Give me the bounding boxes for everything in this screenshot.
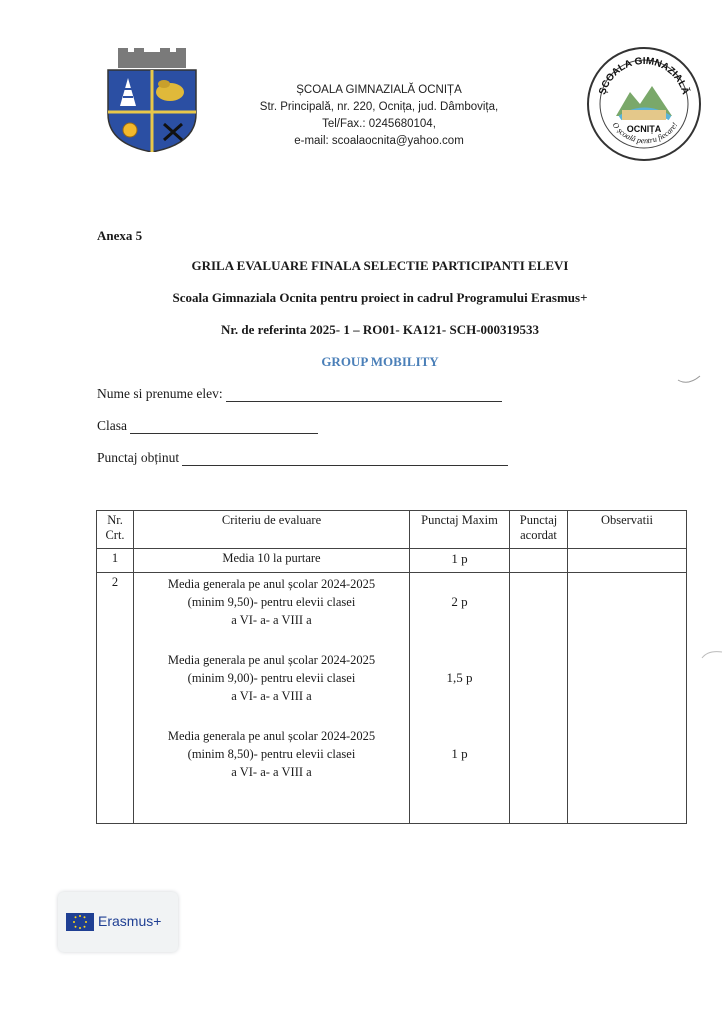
row1-max: 1 p xyxy=(410,549,510,573)
eu-flag-icon xyxy=(66,913,94,931)
score-field xyxy=(97,450,508,466)
student-name-blank[interactable] xyxy=(226,387,502,402)
row2-given[interactable] xyxy=(510,573,568,824)
mobility-heading: GROUP MOBILITY xyxy=(321,354,439,369)
margin-scribble xyxy=(676,372,702,386)
doc-title: GRILA EVALUARE FINALA SELECTIE PARTICIPANTI ELEVI xyxy=(191,258,569,273)
row2-nr: 2 xyxy=(97,573,134,824)
school-name: ȘCOALA GIMNAZIALĂ OCNIȚA xyxy=(296,84,462,96)
margin-scribble xyxy=(700,646,724,662)
c1-line1: Media generala pe anul școlar 2024-2025 xyxy=(167,577,376,591)
annex-label: Anexa 5 xyxy=(97,228,143,243)
school-header xyxy=(220,82,538,150)
header-nr: Nr. Crt. xyxy=(97,511,134,549)
c3-line2: (minim 8,50)- pentru elevii clasei xyxy=(187,747,356,761)
row1-given[interactable] xyxy=(510,549,568,573)
c3-line3: a VI- a- a VIII a xyxy=(231,765,312,779)
c1-line3: a VI- a- a VIII a xyxy=(231,613,312,627)
table-row xyxy=(97,549,687,573)
c3-line1: Media generala pe anul școlar 2024-2025 xyxy=(167,729,376,743)
header-criteria: Criteriu de evaluare xyxy=(134,511,410,549)
table-row xyxy=(97,573,687,824)
row2-criteria xyxy=(134,573,410,824)
c1-max: 2 p xyxy=(451,594,468,609)
row2-obs[interactable] xyxy=(568,573,687,824)
class-label: Clasa xyxy=(97,418,127,433)
c3-max: 1 p xyxy=(451,746,468,761)
c2-line3: a VI- a- a VIII a xyxy=(231,689,312,703)
header-given: Punctaj acordat xyxy=(510,511,568,549)
c2-line1: Media generala pe anul școlar 2024-2025 xyxy=(167,653,376,667)
table-header-row xyxy=(97,511,687,549)
row2-max xyxy=(410,573,510,824)
doc-reference: Nr. de referinta 2025- 1 – RO01- KA121- SCH-000319533 xyxy=(220,322,540,337)
evaluation-table xyxy=(96,510,687,824)
school-logo-icon xyxy=(586,46,702,162)
score-label: Punctaj obținut xyxy=(97,450,180,465)
school-address: Str. Principală, nr. 220, Ocnița, jud. Dâmbovița, xyxy=(259,101,499,113)
erasmus-badge xyxy=(58,892,178,952)
header-obs: Observatii xyxy=(568,511,687,549)
header-max: Punctaj Maxim xyxy=(410,511,510,549)
logo-motto: O școală pentru fiecare! xyxy=(610,120,680,146)
c1-line2: (minim 9,50)- pentru elevii clasei xyxy=(187,595,356,609)
row1-nr: 1 xyxy=(97,549,134,573)
class-blank[interactable] xyxy=(130,419,318,434)
student-name-field xyxy=(97,386,502,402)
row1-obs[interactable] xyxy=(568,549,687,573)
c2-max: 1,5 p xyxy=(446,670,473,685)
class-field xyxy=(97,418,318,434)
coat-of-arms-icon xyxy=(104,48,200,152)
score-blank[interactable] xyxy=(182,451,508,466)
logo-school-name: OCNIȚA xyxy=(626,124,662,134)
logo-ring-text: ȘCOALA GIMNAZIALĂ xyxy=(597,55,691,97)
erasmus-label: Erasmus+ xyxy=(98,913,162,929)
school-email: e-mail: scoalaocnita@yahoo.com xyxy=(294,135,464,147)
c2-line2: (minim 9,00)- pentru elevii clasei xyxy=(187,671,356,685)
student-name-label: Nume si prenume elev: xyxy=(97,386,223,401)
school-phone: Tel/Fax.: 0245680104, xyxy=(322,118,436,130)
doc-subtitle: Scoala Gimnaziala Ocnita pentru proiect in cadrul Programului Erasmus+ xyxy=(172,290,588,305)
row1-criteria: Media 10 la purtare xyxy=(134,549,410,573)
